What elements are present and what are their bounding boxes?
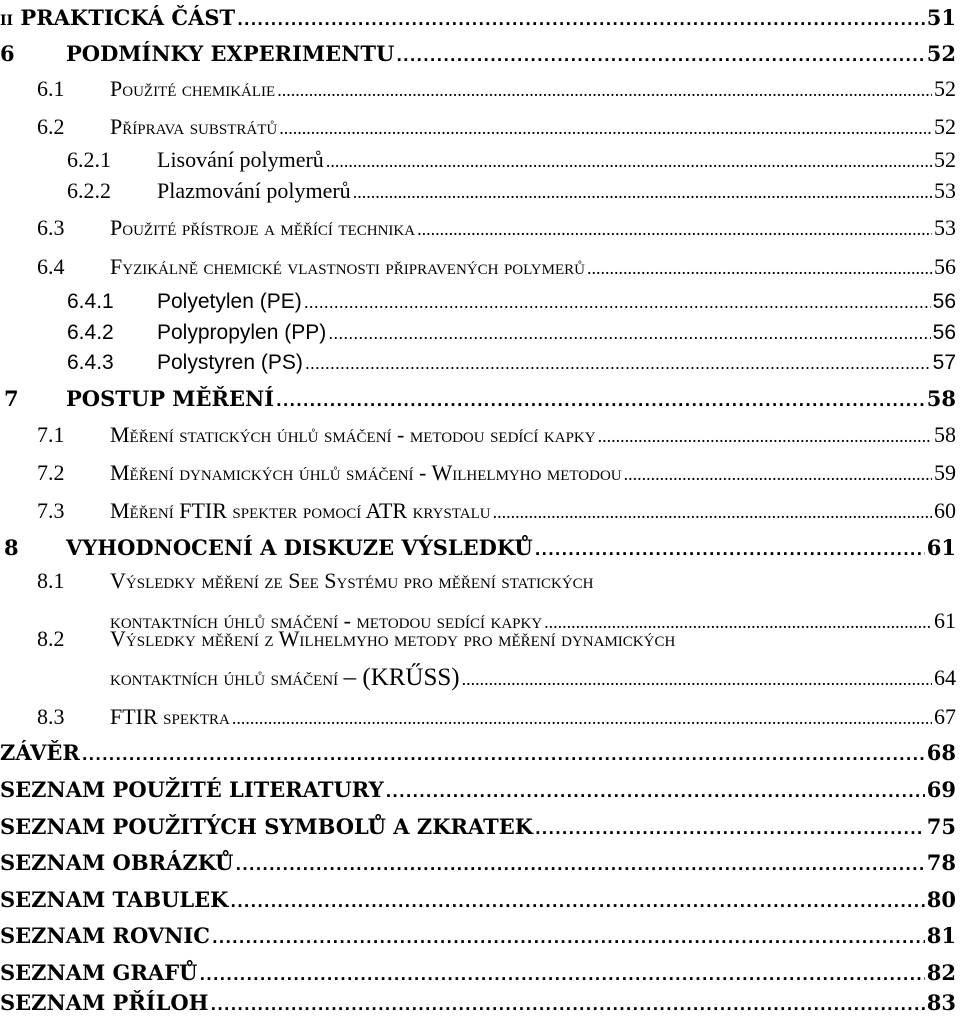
toc-title: Fyzikálně chemické vlastnosti připravených polymerů xyxy=(110,254,585,279)
toc-page-number: 56 xyxy=(932,321,956,344)
toc-page-number: 56 xyxy=(934,254,956,279)
toc-entry-chapter-8[interactable] xyxy=(0,530,956,562)
dot-leader xyxy=(396,47,924,65)
toc-title-line-1: Výsledky měření z Wilhelmyho metody pro měření dynamických xyxy=(110,626,676,651)
toc-entry-6-4-1[interactable] xyxy=(0,284,956,316)
dot-leader xyxy=(493,502,932,523)
toc-entry-6-2[interactable] xyxy=(0,110,956,142)
toc-part-title: PRAKTICKÁ ČÁST xyxy=(20,5,236,30)
toc-title: SEZNAM OBRÁZKŮ xyxy=(0,850,234,875)
toc-page-number: 58 xyxy=(934,422,956,447)
dot-leader xyxy=(212,929,925,947)
toc-part-number: II xyxy=(0,13,14,29)
toc-page-number: 83 xyxy=(926,990,956,1015)
toc-entry-prilohy[interactable] xyxy=(0,985,956,1017)
dot-leader xyxy=(624,464,932,485)
toc-entry-zaver[interactable] xyxy=(0,735,956,767)
toc-number: 8.1 xyxy=(37,568,65,593)
dot-leader xyxy=(82,746,925,764)
toc-page-number: 64 xyxy=(934,665,956,690)
toc-title: VYHODNOCENÍ A DISKUZE VÝSLEDKŮ xyxy=(66,535,533,560)
dot-leader xyxy=(237,11,925,29)
toc-entry-6-2-1[interactable] xyxy=(0,143,956,175)
toc-title: Polyetylen (PE) xyxy=(157,290,302,313)
toc-number: 6.4.3 xyxy=(67,351,114,374)
toc-page-number: 59 xyxy=(934,460,956,485)
dot-leader xyxy=(386,783,925,801)
toc-page-number: 53 xyxy=(934,178,956,203)
toc-title: Polypropylen (PP) xyxy=(157,321,327,344)
toc-entry-6-1[interactable] xyxy=(0,72,956,104)
toc-entry-8-2[interactable] xyxy=(0,624,956,694)
toc-page-number: 52 xyxy=(934,147,956,172)
toc-page-number: 60 xyxy=(934,498,956,523)
dot-leader xyxy=(587,258,932,279)
toc-title-line-2-suffix: – (KRŰSS) xyxy=(343,664,460,691)
toc-title: SEZNAM POUŽITÉ LITERATURY xyxy=(0,777,384,802)
toc-number: 6.1 xyxy=(37,76,65,101)
dot-leader xyxy=(353,182,932,203)
toc-title: SEZNAM GRAFŮ xyxy=(0,960,198,985)
toc-number: 6.2 xyxy=(37,114,65,139)
dot-leader xyxy=(305,353,931,374)
toc-page-number: 78 xyxy=(926,850,956,875)
toc-title: Měření statických úhlů smáčení - metodou sedící kapky xyxy=(110,422,596,447)
toc-page-number: 69 xyxy=(926,777,956,802)
toc-title: ZÁVĚR xyxy=(0,740,80,765)
dot-leader xyxy=(276,392,925,410)
dot-leader xyxy=(598,426,932,447)
toc-title: Příprava substrátů xyxy=(110,114,278,139)
dot-leader xyxy=(535,820,925,838)
toc-number: 6.4.2 xyxy=(67,321,114,344)
toc-number: 6.2.2 xyxy=(67,178,111,203)
toc-page-number: 61 xyxy=(926,535,956,560)
toc-title: Měření FTIR spekter pomocí ATR krystalu xyxy=(110,498,491,523)
toc-entry-7-2[interactable] xyxy=(0,456,956,488)
toc-entry-part[interactable] xyxy=(0,0,956,32)
toc-page-number: 61 xyxy=(934,608,956,633)
dot-leader xyxy=(326,151,932,172)
toc-number: 8 xyxy=(4,535,19,560)
toc-entry-8-3[interactable] xyxy=(0,700,956,732)
toc-number: 8.3 xyxy=(37,704,65,729)
toc-number: 6.3 xyxy=(37,215,65,240)
dot-leader xyxy=(417,219,932,240)
toc-number: 6 xyxy=(0,41,15,66)
toc-number: 6.4 xyxy=(37,254,65,279)
dot-leader xyxy=(462,669,932,690)
toc-title: SEZNAM POUŽITÝCH SYMBOLŮ A ZKRATEK xyxy=(0,814,533,839)
toc-entry-grafy[interactable] xyxy=(0,955,956,987)
dot-leader xyxy=(279,118,932,139)
dot-leader xyxy=(235,856,924,874)
dot-leader xyxy=(230,893,924,911)
toc-page-number: 80 xyxy=(926,887,956,912)
toc-title: Použité přístroje a měřící technika xyxy=(110,215,416,240)
toc-page-number: 75 xyxy=(926,814,956,839)
toc-number: 7.3 xyxy=(37,498,65,523)
toc-title: SEZNAM TABULEK xyxy=(0,887,229,912)
toc-title-line-2: kontaktních úhlů smáčení xyxy=(110,665,339,690)
toc-page-number: 52 xyxy=(926,41,956,66)
toc-entry-7-3[interactable] xyxy=(0,494,956,526)
toc-number: 6.2.1 xyxy=(67,147,111,172)
toc-title: SEZNAM ROVNIC xyxy=(0,923,210,948)
toc-entry-6-4[interactable] xyxy=(0,250,956,282)
toc-title: PODMÍNKY EXPERIMENTU xyxy=(66,41,395,66)
toc-entry-chapter-6[interactable] xyxy=(0,36,956,68)
dot-leader xyxy=(199,966,924,984)
toc-page-number: 53 xyxy=(934,215,956,240)
toc-page-number: 56 xyxy=(932,290,956,313)
toc-entry-6-4-3[interactable] xyxy=(0,345,956,377)
toc-entry-7-1[interactable] xyxy=(0,418,956,450)
toc-number: 7 xyxy=(4,386,19,411)
dot-leader xyxy=(211,996,925,1014)
dot-leader xyxy=(277,80,932,101)
toc-title: SEZNAM PŘÍLOH xyxy=(0,990,209,1015)
toc-entry-rovnice[interactable] xyxy=(0,918,956,950)
toc-title: Lisování polymerů xyxy=(157,147,324,172)
toc-page-number: 52 xyxy=(934,114,956,139)
toc-entry-literatura[interactable] xyxy=(0,772,956,804)
toc-page-number: 82 xyxy=(926,960,956,985)
dot-leader xyxy=(535,541,925,559)
toc-title: Plazmování polymerů xyxy=(157,178,351,203)
toc-entry-tabulky[interactable] xyxy=(0,882,956,914)
toc-entry-6-3[interactable] xyxy=(0,211,956,243)
toc-title: FTIR spektra xyxy=(110,704,230,729)
toc-number: 6.4.1 xyxy=(67,290,114,313)
dot-leader xyxy=(232,708,932,729)
toc-number: 7.1 xyxy=(37,422,65,447)
toc-page-number: 52 xyxy=(934,76,956,101)
toc-number: 7.2 xyxy=(37,460,65,485)
toc-entry-6-2-2[interactable] xyxy=(0,174,956,206)
toc-page-number: 81 xyxy=(926,923,956,948)
toc-entry-6-4-2[interactable] xyxy=(0,315,956,347)
toc-title: Polystyren (PS) xyxy=(157,351,303,374)
toc-page-number: 67 xyxy=(934,704,956,729)
toc-title-line-2: kontaktních úhlů smáčení - metodou sedící kapky xyxy=(110,608,543,633)
toc-number: 8.2 xyxy=(37,626,65,651)
toc-page-number: 51 xyxy=(926,5,956,30)
toc-page-number: 68 xyxy=(926,740,956,765)
toc-entry-symboly[interactable] xyxy=(0,809,956,841)
toc-page-number: 57 xyxy=(932,351,956,374)
dot-leader xyxy=(328,323,930,344)
toc-title: Měření dynamických úhlů smáčení - Wilhelmyho metodou xyxy=(110,460,622,485)
toc-entry-obrazky[interactable] xyxy=(0,845,956,877)
toc-entry-chapter-7[interactable] xyxy=(0,381,956,413)
toc-title: Použité chemikálie xyxy=(110,76,276,101)
toc-title: POSTUP MĚŘENÍ xyxy=(66,386,275,411)
toc-title-line-1: Výsledky měření ze See Systému pro měření statických xyxy=(110,568,594,593)
dot-leader xyxy=(304,292,931,313)
toc-page-number: 58 xyxy=(926,386,956,411)
